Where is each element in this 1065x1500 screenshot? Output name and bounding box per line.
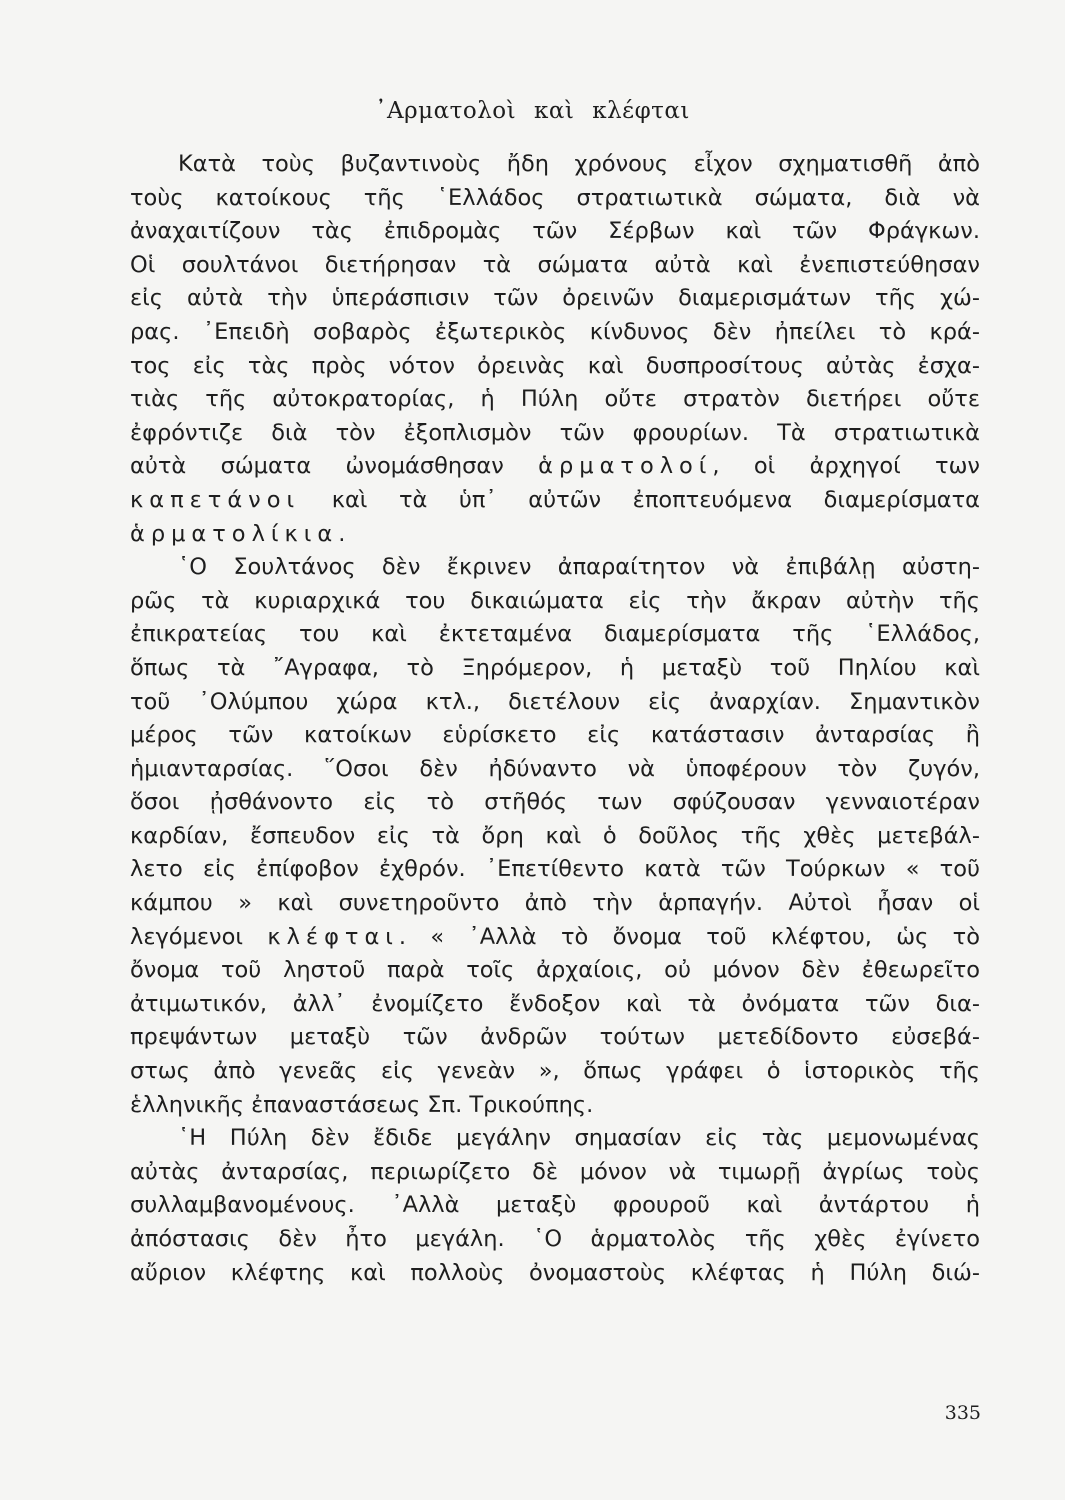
text-line: τος εἰς τὰς πρὸς νότον ὀρεινὰς καὶ δυσπροσίτους αὐτὰς ἐσχα- [130,352,980,379]
text-line: Οἱ σουλτάνοι διετήρησαν τὰ σώματα αὐτὰ καὶ ἐνεπιστεύθησαν [130,251,980,278]
text-line: καρδίαν, ἔσπευδον εἰς τὰ ὄρη καὶ ὁ δοῦλος τῆς χθὲς μετεβάλ- [130,822,980,849]
text-line: εἰς αὐτὰ τὴν ὑπεράσπισιν τῶν ὀρεινῶν διαμερισμάτων τῆς χώ- [130,285,980,312]
text-line: πρεψάντων μεταξὺ τῶν ἀνδρῶν τούτων μετεδίδοντο εὐσεβά- [130,1024,980,1051]
text-line: στως ἀπὸ γενεᾶς εἰς γενεὰν », ὅπως γράφει ὁ ἱστορικὸς τῆς [130,1058,980,1085]
page-number: 335 [944,1402,981,1424]
text-line: ρας. ᾿Επειδὴ σοβαρὸς ἐξωτερικὸς κίνδυνος δὲν ἠπείλει τὸ κρά- [130,318,980,345]
spaced-term: κλέφται [267,923,399,950]
text-line: ῾Ο Σουλτάνος δὲν ἔκρινεν ἀπαραίτητον νὰ ἐπιβάλῃ αὐστη- [178,554,980,581]
text-line: τιὰς τῆς αὐτοκρατορίας, ἡ Πύλη οὔτε στρατὸν διετήρει οὔτε [130,386,980,413]
text-line: αὐτὰ σώματα ὠνομάσθησαν ἁρματολοί, οἱ ἀρχηγοί των [130,453,980,480]
text-line: ἑλληνικῆς ἐπαναστάσεως Σπ. Τρικούπης. [130,1091,594,1118]
text-line: ἁρματολίκια. [130,520,346,547]
text-line: καπετάνοι καὶ τὰ ὑπ᾿ αὐτῶν ἐποπτευόμενα διαμερίσματα [130,486,980,513]
text-line: ἀπόστασις δὲν ἦτο μεγάλη. ῾Ο ἁρματολὸς τῆς χθὲς ἐγίνετο [130,1226,980,1252]
text-line: συλλαμβανομένους. ᾿Αλλὰ μεταξὺ φρουροῦ καὶ ἀντάρτου ἡ [130,1192,980,1219]
text-line: κάμπου » καὶ συνετηροῦντο ἀπὸ τὴν ἁρπαγήν. Αὐτοὶ ἦσαν οἱ [130,890,980,917]
text-line: λετο εἰς ἐπίφοβον ἐχθρόν. ᾿Επετίθεντο κατὰ τῶν Τούρκων « τοῦ [130,856,980,883]
text-line: ἡμιανταρσίας. ῞Οσοι δὲν ἠδύναντο νὰ ὑποφέρουν τὸν ζυγόν, [130,755,980,782]
text-line: ἀτιμωτικόν, ἀλλ᾿ ἐνομίζετο ἔνδοξον καὶ τὰ ὀνόματα τῶν δια- [130,990,980,1017]
text-line: αὐτὰς ἀνταρσίας, περιωρίζετο δὲ μόνον νὰ τιμωρῇ ἀγρίως τοὺς [130,1158,980,1185]
text-line: ἐπικρατείας του καὶ ἐκτεταμένα διαμερίσματα τῆς ῾Ελλάδος, [130,621,980,648]
text-line: αὔριον κλέφτης καὶ πολλοὺς ὀνομαστοὺς κλέφτας ἡ Πύλη διώ- [130,1259,980,1286]
text-line: ὅσοι ᾐσθάνοντο εἰς τὸ στῆθός των σφύζουσαν γενναιοτέραν [130,789,980,816]
text-line: τοὺς κατοίκους τῆς ῾Ελλάδος στρατιωτικὰ σώματα, διὰ νὰ [130,184,980,211]
body-text [130,148,980,1290]
text-line: ἀναχαιτίζουν τὰς ἐπιδρομὰς τῶν Σέρβων καὶ τῶν Φράγκων. [130,218,980,245]
spaced-term: ἁρματολοί [538,453,713,480]
text-line: ἐφρόντιζε διὰ τὸν ἐξοπλισμὸν τῶν φρουρίων. Τὰ στρατιωτικὰ [130,419,980,446]
text-line: λεγόμενοι κλέφται. « ᾿Αλλὰ τὸ ὄνομα τοῦ κλέφτου, ὡς τὸ [130,923,980,950]
spaced-term: ἁρματολίκια [130,520,339,547]
text-line: ὄνομα τοῦ ληστοῦ παρὰ τοῖς ἀρχαίοις, οὐ μόνον δὲν ἐθεωρεῖτο [130,957,980,984]
text-line: μέρος τῶν κατοίκων εὑρίσκετο εἰς κατάστασιν ἀνταρσίας ἢ [130,722,980,749]
text-line: ρῶς τὰ κυριαρχικά του δικαιώματα εἰς τὴν ἄκραν αὐτὴν τῆς [130,587,980,614]
text-line: ὅπως τὰ ῎Αγραφα, τὸ Ξηρόμερον, ἡ μεταξὺ τοῦ Πηλίου καὶ [130,654,980,681]
spaced-term: καπετάνοι [130,486,301,513]
chapter-title: ᾿Αρματολοὶ καὶ κλέφται [375,98,690,124]
text-line: τοῦ ᾿Ολύμπου χώρα κτλ., διετέλουν εἰς ἀναρχίαν. Σημαντικὸν [130,688,980,715]
text-line: ῾Η Πύλη δὲν ἔδιδε μεγάλην σημασίαν εἰς τὰς μεμονωμένας [178,1125,980,1152]
text-line: Κατὰ τοὺς βυζαντινοὺς ἤδη χρόνους εἶχον σχηματισθῆ ἀπὸ [178,151,980,177]
